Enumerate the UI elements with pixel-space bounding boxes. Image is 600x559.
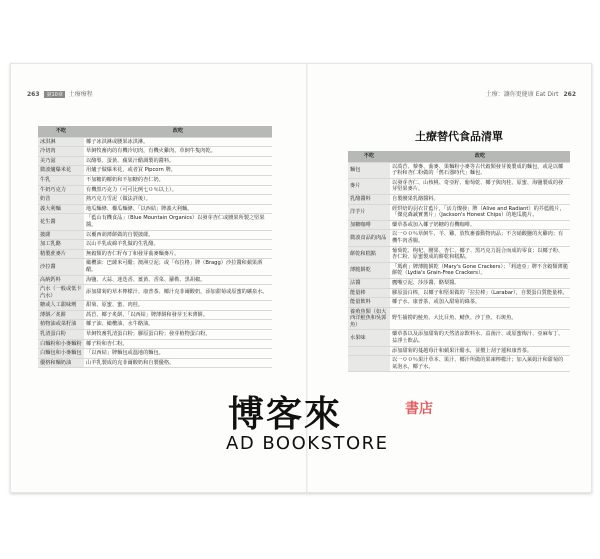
table-row xyxy=(38,301,272,311)
list-title: 土療替代食品清單 xyxy=(415,130,503,143)
substitute-food: 山羊乳製成的克菲爾酸奶和自製優格。 xyxy=(84,358,272,368)
table-row xyxy=(38,156,272,166)
table-row xyxy=(348,204,570,220)
food-to-avoid: 養殖魚類（如大西洋鮭魚和吳郭魚） xyxy=(348,307,390,330)
substitute-food: 以一００％果汁草本、果汁、椰汁所做的果凍檸檬汁；加入萊姆汁和甜菊的氣泡水，椰子水。 xyxy=(390,356,570,372)
right-page xyxy=(308,64,591,492)
table-row xyxy=(38,285,272,301)
food-to-avoid: 牛奶巧克力 xyxy=(38,185,84,195)
food-to-avoid: 微波爐爆米花 xyxy=(38,166,84,176)
table-row xyxy=(348,230,570,246)
substitute-food: 以發芽杏仁、山核桃、奇亞籽、葡萄乾、椰子與肉桂、原蜜、海鹽製成的發芽堅果麥片。 xyxy=(390,178,570,194)
substitute-food: 椰子粉和杏仁粉。 xyxy=(84,339,272,349)
substitute-food: 橄欖油：巴薩米可醋；澳洲豆泥；或「布拉格」牌（Bragg）沙拉醬和蘋果酒醋。 xyxy=(84,259,272,275)
substitute-food: 自製腰果乳酪醬料。 xyxy=(390,194,570,204)
table-header-row xyxy=(348,151,570,162)
table-row xyxy=(38,349,272,359)
table-row xyxy=(348,356,570,372)
substitute-food: 以覆西葫薄餅做的自製披薩。 xyxy=(84,230,272,240)
table-header-row xyxy=(38,126,272,137)
substitute-food: 藥草茶或加入椰子奶糖的有機咖啡。 xyxy=(390,220,570,230)
food-to-avoid: 美乃滋 xyxy=(38,156,84,166)
food-to-avoid: 乳酪醬料 xyxy=(348,194,390,204)
food-to-avoid: 義大利麵 xyxy=(38,204,84,214)
substitute-food: 熱巧克力雪泥（做法詳後）。 xyxy=(84,195,272,205)
food-to-avoid: 精製蔗麥片 xyxy=(38,249,84,259)
table-row xyxy=(348,220,570,230)
substitute-food: 有機黑巧克力（可可比例七０％以上）。 xyxy=(84,185,272,195)
substitute-food: 添加甜菊的蔓越莓汁和蘋果汁醋水，並攪上刮子蓮和康普茶。 xyxy=(390,346,570,356)
food-to-avoid: 花生醬 xyxy=(38,214,84,230)
substitute-food: 萵苣、椰子炙餅，「以西結」牌薄餅和發芽玉米薄餅。 xyxy=(84,310,272,320)
food-to-avoid xyxy=(348,346,390,356)
table-row xyxy=(38,137,272,147)
table-row xyxy=(38,175,272,185)
substitute-food: 椰子油、橄欖油、水牛酪油。 xyxy=(84,320,272,330)
substitute-food: 葡萄乾、枸杞、腰果、杏仁、椰子、黑巧克力混合而成的零食；以椰子粉、杏仁粉、原蜜製成的餅乾和糕點。 xyxy=(390,246,570,262)
substitute-food: 野生捕撈的鮭魚、大比目魚、鯖魚、沙丁魚、石斑魚。 xyxy=(390,307,570,330)
table-row xyxy=(348,162,570,178)
food-to-avoid: 微波食品的肉品 xyxy=(348,230,390,246)
substitute-food: 「瑪莉」牌薄脆餅乾（Mary's Gone Crackers）；「莉迪亞」牌不含穀類薄脆餅乾（Lydia's Grain-Free Crackers）。 xyxy=(390,262,570,278)
watermark-chinese: 博客來 xyxy=(228,394,343,435)
table-row xyxy=(348,262,570,278)
substitute-food: 椰子水、康普茶，或加入甜菊的綠茶。 xyxy=(390,298,570,308)
left-chapter-title: 土療療程 xyxy=(68,91,93,98)
food-to-avoid: 麥片 xyxy=(348,178,390,194)
table-row xyxy=(38,166,272,176)
food-to-avoid: 水果味 xyxy=(348,330,390,346)
table-row xyxy=(348,307,570,330)
food-to-avoid: 冷切肉 xyxy=(38,147,84,157)
header-dont-eat: 不吃 xyxy=(38,126,84,137)
food-to-avoid: 高納鈣料 xyxy=(38,275,84,285)
food-to-avoid: 沾醬 xyxy=(348,278,390,288)
food-to-avoid: 白麵包和小麥麵包 xyxy=(38,349,84,359)
substitute-food: 藥草茶以及添加甜菊的天然清涼飲料水、益菌汁、或原蜜梅汁、亞麻布丁、益淨士飲品。 xyxy=(390,330,570,346)
table-row xyxy=(38,230,272,240)
food-to-avoid: 奶昔 xyxy=(38,195,84,205)
substitute-food: 膠原蛋白棒，以椰子和堅果做的「拉拉棒」（Larabar），自製蛋白質能量棒。 xyxy=(390,288,570,298)
substitute-food: 草飼牧畜肉的有機冷切肉，有機火雞肉、草飼牛隻肉乾。 xyxy=(84,147,272,157)
table-row xyxy=(348,346,570,356)
right-chapter-label: 土療：讓你更健康 xyxy=(485,91,534,98)
substitute-food: 不加糖的椰奶和不加糖的杏仁奶。 xyxy=(84,175,272,185)
table-row xyxy=(38,240,272,250)
food-to-avoid: 汽水（一般或低卡汽水） xyxy=(38,285,84,301)
header-eat-instead: 改吃 xyxy=(390,151,570,162)
table-row xyxy=(38,195,272,205)
table-row xyxy=(38,249,272,259)
table-row xyxy=(348,178,570,194)
food-to-avoid: 牛乳 xyxy=(38,175,84,185)
substitute-food: 以酪梨、蛋黃、蘋果汁醋調製的醬料。 xyxy=(84,156,272,166)
food-to-avoid: 麵包 xyxy=(348,162,390,178)
substitute-food: 椰子冰淇淋或腰果冰淇淋。 xyxy=(84,137,272,147)
food-to-avoid xyxy=(348,356,390,372)
table-row xyxy=(38,310,272,320)
table-row xyxy=(38,320,272,330)
substitute-food: 以山羊乳或綿羊乳做的生乳酪。 xyxy=(84,240,272,250)
right-table-body xyxy=(348,162,570,372)
table-row xyxy=(38,204,272,214)
food-to-avoid: 加工乳酪 xyxy=(38,240,84,250)
substitute-food: 添加甜菊的草本檸檬汁、康普茶、椰汁克菲爾酸奶，添加甜菊或原蜜的礦泉水。 xyxy=(84,285,272,301)
table-row xyxy=(38,339,272,349)
substitute-food: 用爐子做爆米花，或者買 Pipcorn 牌。 xyxy=(84,166,272,176)
substitute-food: 以一００％草飼牛、羊、雞，放牧畜養動物肉品；不含硝酸鹽的火雞肉；有機牛肉香腸。 xyxy=(390,230,570,246)
substitute-food: 無穀類的杏仁籽布丁和發芽蕎麥麵麥片。 xyxy=(84,249,272,259)
table-row xyxy=(38,214,272,230)
table-row xyxy=(38,275,272,285)
watermark-english: AD BOOKSTORE xyxy=(226,433,389,454)
food-to-avoid: 洋芋片 xyxy=(348,204,390,220)
table-row xyxy=(348,330,570,346)
food-to-avoid: 能量飲料 xyxy=(348,298,390,308)
food-to-avoid: 白麵粉和小麥麵粉 xyxy=(38,339,84,349)
left-chapter-label: 第10章 xyxy=(46,92,63,98)
table-row xyxy=(348,278,570,288)
substitute-food: 甜菊、原蜜、蜜、肉桂。 xyxy=(84,301,272,311)
right-page-number: 262 xyxy=(563,91,576,98)
table-row xyxy=(38,259,272,275)
substitute-food: 地瓜麵條、櫛瓜麵條、「以西結」牌義大利麵。 xyxy=(84,204,272,214)
table-row xyxy=(348,288,570,298)
substitute-food: 以萵苣、藜麥、蕎麥、果麵粉小麥等古代穀類發芽後製成的麵包，或是以椰子粉和杏仁粉做的「舊石器時代」麵包。 xyxy=(390,162,570,178)
table-row xyxy=(38,185,272,195)
right-running-head xyxy=(486,89,579,98)
left-running-head xyxy=(24,89,93,98)
left-substitution-table xyxy=(38,126,272,368)
food-to-avoid: 加糖咖啡 xyxy=(348,220,390,230)
table-row xyxy=(38,147,272,157)
table-row xyxy=(38,330,272,340)
food-to-avoid: 優格和麵奶油 xyxy=(38,358,84,368)
left-page-number: 263 xyxy=(27,91,40,98)
food-to-avoid: 植物油或菜籽油 xyxy=(38,320,84,330)
header-eat-instead: 改吃 xyxy=(84,126,272,137)
substitute-food: 經烘焙的羽衣甘藍片，「活力燦發」牌（Alive and Radiant）的芥藍脆片，「傑克森誠實薯片」（Jackson's Honest Chips）的地瓜脆片。 xyxy=(390,204,570,220)
food-to-avoid: 披薩 xyxy=(38,230,84,240)
substitute-food: 「藍山有機食品」（Blue Mountain Organics）以發芽杏仁或腰果所製之堅果醬。 xyxy=(84,214,272,230)
food-to-avoid: 能量棒 xyxy=(348,288,390,298)
substitute-food: 草飼牧畜乳清蛋白粉；膠原蛋白粉；發芽植物蛋白粉。 xyxy=(84,330,272,340)
header-dont-eat: 不吃 xyxy=(348,151,390,162)
right-substitution-table xyxy=(348,151,570,372)
food-to-avoid: 乳清蛋白粉 xyxy=(38,330,84,340)
substitute-food: 鷹嘴豆泥、莎莎醬、酪梨醬。 xyxy=(390,278,570,288)
watermark-small: 書店 xyxy=(405,401,433,417)
food-to-avoid: 薄脆餅乾 xyxy=(348,262,390,278)
food-to-avoid: 餅乾和糕點 xyxy=(348,246,390,262)
left-table-body xyxy=(38,137,272,368)
right-chapter-title: Eat Dirt xyxy=(535,91,559,98)
substitute-food: 海鹽、大蒜、迷迭香、薑黃、香菜、蘿勒、黑胡椒。 xyxy=(84,275,272,285)
food-to-avoid: 糖或人工甜味劑 xyxy=(38,301,84,311)
table-row xyxy=(348,298,570,308)
food-to-avoid: 薄餅／炙餅 xyxy=(38,310,84,320)
food-to-avoid: 沙拉醬 xyxy=(38,259,84,275)
substitute-food: 「以西結」牌麵包或溫地的麵包。 xyxy=(84,349,272,359)
food-to-avoid: 冰淇淋 xyxy=(38,137,84,147)
table-row xyxy=(348,194,570,204)
table-row xyxy=(38,358,272,368)
table-row xyxy=(348,246,570,262)
